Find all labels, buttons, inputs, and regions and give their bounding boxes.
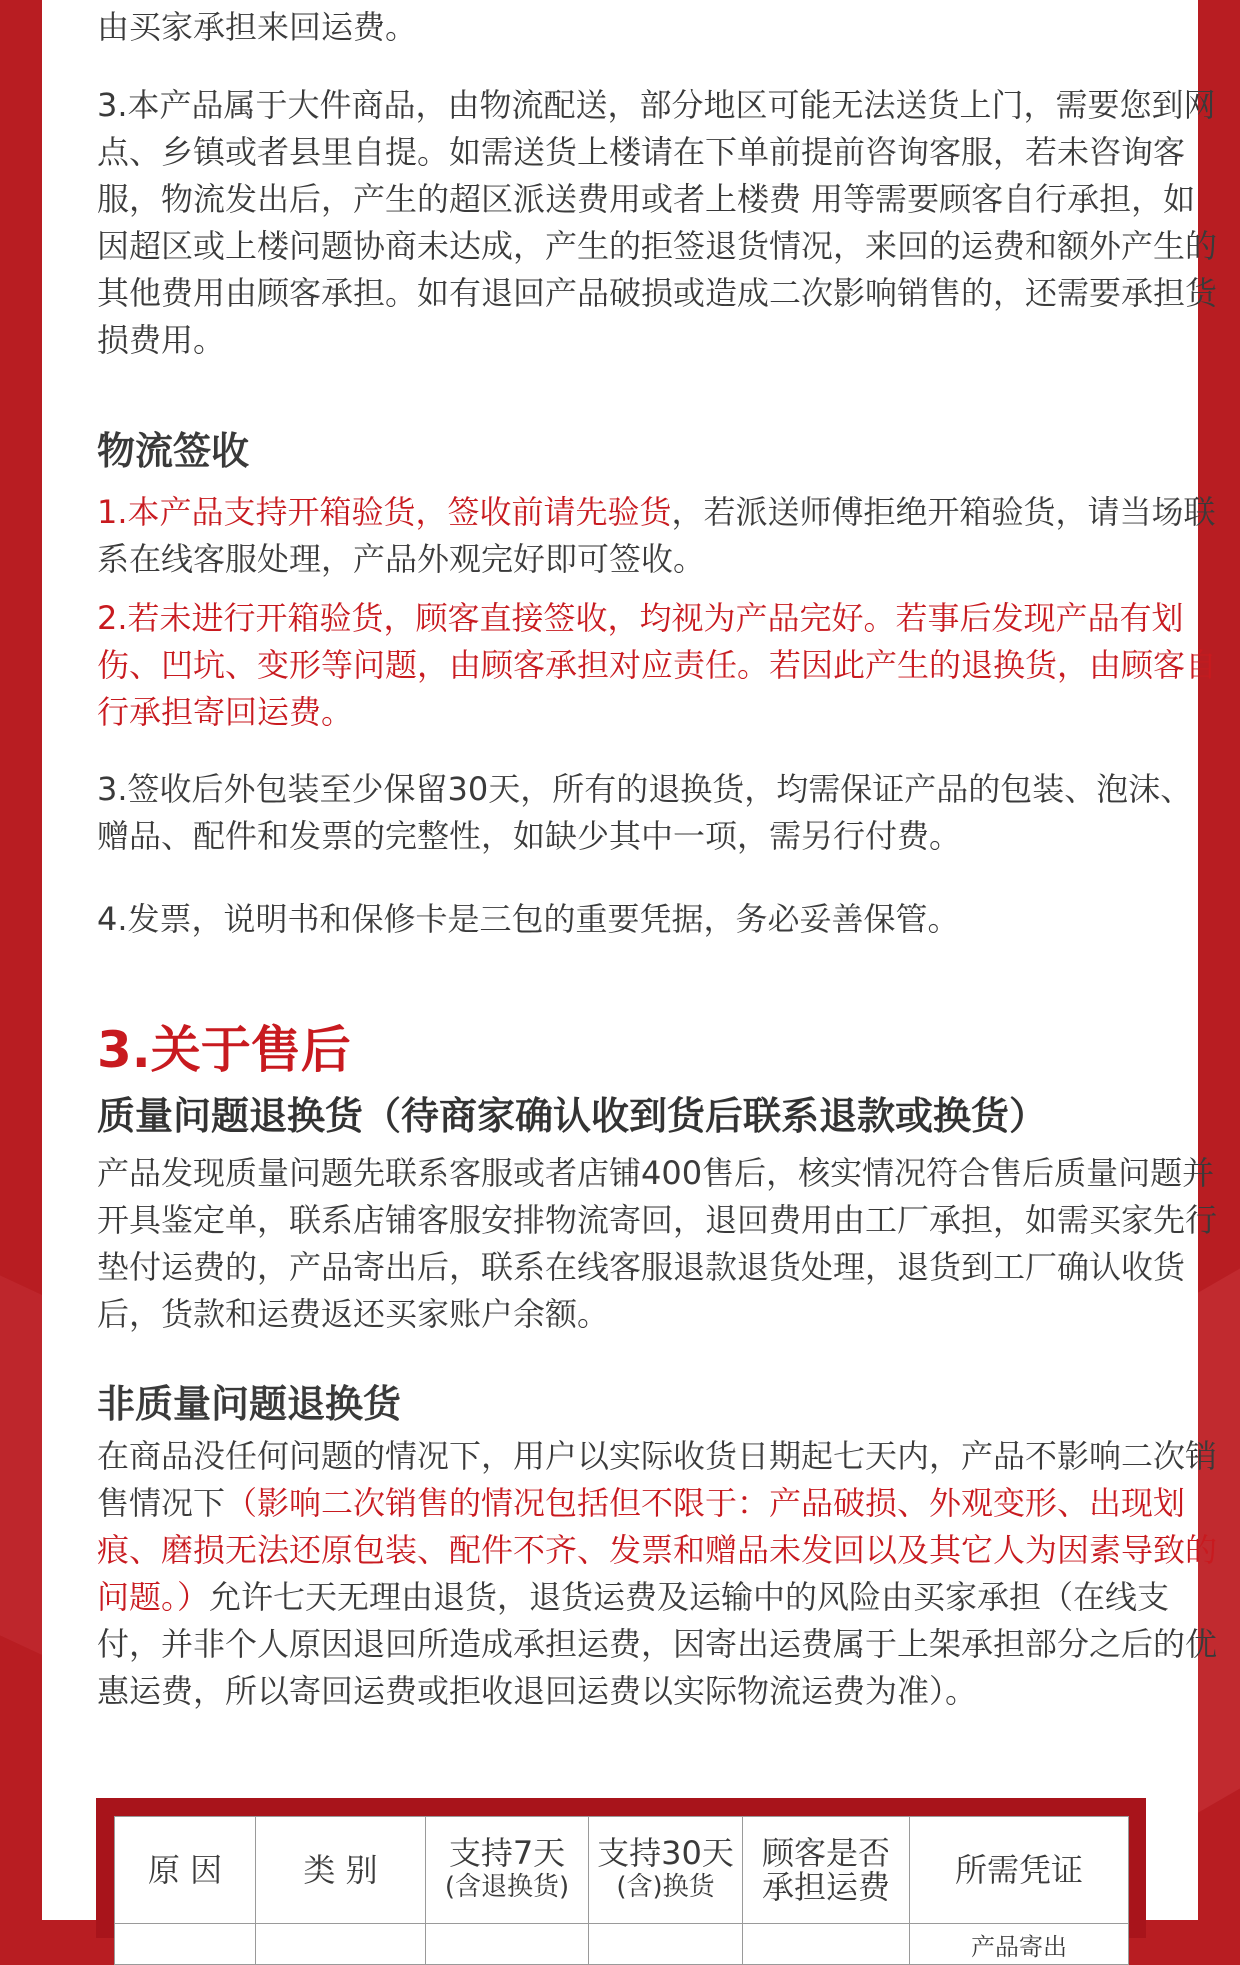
logistics-item-1-rest: ，若派送师傅拒绝开箱验货，请当场联系在线客服处理，产品外观完好即可签收。 (97, 493, 1216, 578)
nonquality-return-title: 非质量问题退换货 (97, 1382, 402, 1426)
table-header-proof: 所需凭证 (910, 1817, 1129, 1924)
table-header-shipping-fee: 顾客是否 承担运费 (743, 1817, 910, 1924)
logistics-title: 物流签收 (97, 429, 250, 473)
logistics-item-2: 2.若未进行开箱验货，顾客直接签收，均视为产品完好。若事后发现产品有划伤、凹坑、变形等问题，由顾客承担对应责任。若因此产生的退换货，由顾客自行承担寄回运费。 (97, 599, 1218, 731)
aftersale-title: 3.关于售后 (97, 1021, 351, 1079)
logistics-item-1 (97, 489, 1223, 583)
table-header-30day: 支持30天 (含)换货 (589, 1817, 743, 1924)
shipping-item-3: 3.本产品属于大件商品，由物流配送，部分地区可能无法送货上门，需要您到网点、乡镇或者县里自提。如需送货上楼请在下单前提前咨询客服，若未咨询客服，物流发出后，产生的超区派送费用或者上楼费 用等需要顾客自行承担，如因超区或上楼问题协商未达成，产生的拒签退货情况，来回的运费和额外产生的其他费用由顾客承担。如有退回产品破损或造成二次影响销售的，还需要承担货损费用。 (97, 86, 1218, 359)
table-header-7day: 支持7天 (含退换货) (426, 1817, 589, 1924)
table-cell-proof-partial: 产品寄出 (910, 1924, 1129, 1965)
logistics-item-1-highlight: 1.本产品支持开箱验货，签收前请先验货 (97, 493, 672, 531)
logistics-item-3: 3.签收后外包装至少保留30天，所有的退换货，均需保证产品的包装、泡沫、赠品、配件和发票的完整性，如缺少其中一项，需另行付费。 (97, 770, 1193, 855)
nonquality-text-part1: 在商品没任何问题的情况下，用户以实际收货日期起七天内，产品不影响二次销售情况下 (97, 1437, 1218, 1522)
table-row (115, 1924, 1129, 1965)
logistics-item-4: 4.发票，说明书和保修卡是三包的重要凭据，务必妥善保管。 (97, 900, 960, 938)
shipping-tail-text: 由买家承担来回运费。 (97, 8, 418, 46)
nonquality-text-highlight: （影响二次销售的情况包括但不限于：产品破损、外观变形、出现划痕、磨损无法还原包装、配件不齐、发票和赠品未发回以及其它人为因素导致的问题。） (97, 1484, 1218, 1616)
nonquality-return-text (97, 1433, 1223, 1715)
aftersale-table (114, 1816, 1129, 1965)
table-header-category: 类 别 (256, 1817, 426, 1924)
quality-return-title: 质量问题退换货（待商家确认收到货后联系退款或换货） (97, 1094, 1048, 1138)
content-panel (42, 0, 1218, 1961)
quality-return-text: 产品发现质量问题先联系客服或者店铺400售后，核实情况符合售后质量问题并开具鉴定单，联系店铺客服安排物流寄回，退回费用由工厂承担，如需买家先行垫付运费的，产品寄出后，联系在线客服退款退货处理，退货到工厂确认收货后，货款和运费返还买家账户余额。 (97, 1154, 1218, 1333)
nonquality-text-part2: 允许七天无理由退货，退货运费及运输中的风险由买家承担（在线支付，并非个人原因退回所造成承担运费，因寄出运费属于上架承担部分之后的优惠运费，所以寄回运费或拒收退回运费以实际物流运费为准）。 (97, 1578, 1218, 1710)
table-header-reason: 原 因 (115, 1817, 256, 1924)
table-header-row (115, 1817, 1129, 1924)
aftersale-table-frame (96, 1798, 1146, 1961)
